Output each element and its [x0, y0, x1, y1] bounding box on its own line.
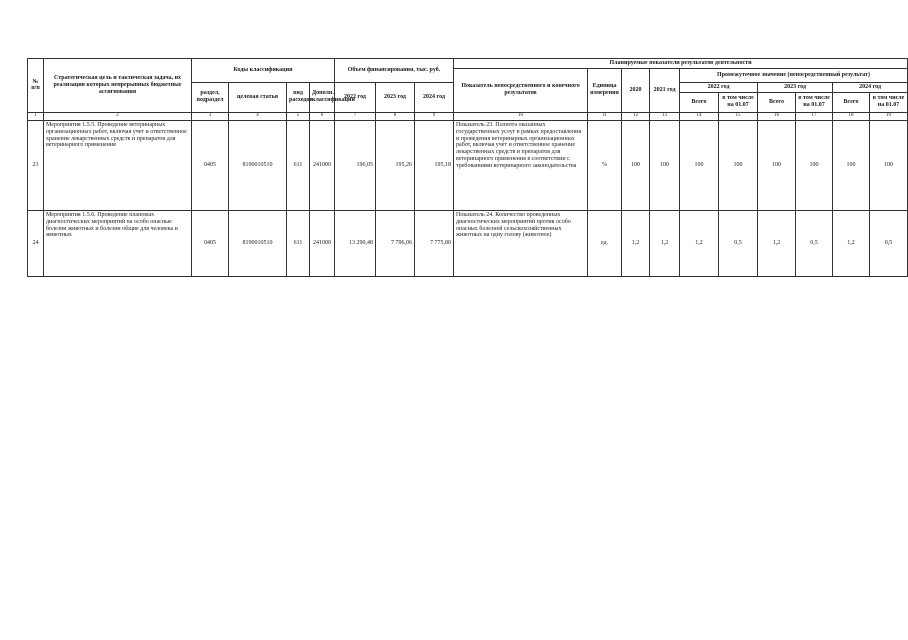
header-fund-2024: 2024 год	[415, 82, 454, 112]
header-incl-2024: в том числе на 01.07	[870, 92, 908, 112]
col-number: 9	[415, 112, 454, 120]
header-section: раздел, подраздел	[192, 82, 229, 112]
col-number: 11	[588, 112, 622, 120]
value-2022-total: 100	[680, 120, 719, 210]
value-2024-total: 100	[833, 120, 870, 210]
col-number: 13	[650, 112, 680, 120]
section-code: 0405	[192, 210, 229, 276]
col-number: 1	[28, 112, 44, 120]
fund-2023: 195,26	[376, 120, 415, 210]
header-num: № п/п	[28, 59, 44, 113]
fund-2024: 7 775,80	[415, 210, 454, 276]
col-number: 14	[680, 112, 719, 120]
col-number: 6	[310, 112, 335, 120]
activity-cell: Мероприятия 1.5.5. Проведение ветеринарных организационных работ, включая учет и ответственное хранение лекарственных средств и препаратов для ветеринарного применения	[44, 120, 192, 210]
header-codes: Коды классификации	[192, 59, 335, 83]
value-2023-half: 0,5	[796, 210, 833, 276]
fund-2022: 13 290,48	[335, 210, 376, 276]
target-code: 8190010510	[229, 210, 287, 276]
row-number: 23	[28, 120, 44, 210]
col-number: 8	[376, 112, 415, 120]
col-number: 16	[758, 112, 796, 120]
value-2021: 1,2	[650, 210, 680, 276]
header-funding: Объем финансирования, тыс. руб.	[335, 59, 454, 83]
col-number: 18	[833, 112, 870, 120]
expense-code: 611	[287, 210, 310, 276]
target-code: 8190010510	[229, 120, 287, 210]
col-number: 5	[287, 112, 310, 120]
header-interim-2024: 2024 год	[833, 82, 908, 92]
indicator-cell: Показатель 23. Полнота оказанных государственных услуг в рамках предоставления и проведения ветеринарных организационных работ, включая учет и ответственное хранение лекарственных средств и препаратов для ветеринарного применения в соответствии с требованиями ветеринарного законодательства	[454, 120, 588, 210]
value-2024-half: 100	[870, 120, 908, 210]
header-planned: Планируемые показатели результатов деятельности	[454, 59, 908, 69]
header-unit: Единица измерения	[588, 68, 622, 112]
header-extra-class: Дополн. классификации	[310, 82, 335, 112]
value-2022-total: 1,2	[680, 210, 719, 276]
header-total-2024: Всего	[833, 92, 870, 112]
header-interim-2023: 2023 год	[758, 82, 833, 92]
fund-2024: 195,18	[415, 120, 454, 210]
col-number: 10	[454, 112, 588, 120]
value-2024-total: 1,2	[833, 210, 870, 276]
expense-code: 611	[287, 120, 310, 210]
header-exp-type: вид расходов	[287, 82, 310, 112]
fund-2023: 7 796,06	[376, 210, 415, 276]
header-total-2023: Всего	[758, 92, 796, 112]
value-2024-half: 0,5	[870, 210, 908, 276]
value-2022-half: 100	[719, 120, 758, 210]
value-2020: 100	[622, 120, 650, 210]
header-fund-2022: 2022 год	[335, 82, 376, 112]
extra-code: 241000	[310, 210, 335, 276]
header-fund-2023: 2023 год	[376, 82, 415, 112]
value-2020: 1,2	[622, 210, 650, 276]
header-interim: Промежуточное значение (непосредственный результат)	[680, 68, 908, 82]
value-2023-total: 100	[758, 120, 796, 210]
header-total-2022: Всего	[680, 92, 719, 112]
col-number: 15	[719, 112, 758, 120]
indicator-cell: Показатель 24. Количество проведенных диагностических мероприятий против особо опасных болезней сельскохозяйственных животных на одну голову (животное)	[454, 210, 588, 276]
budget-table	[27, 58, 908, 277]
header-incl-2023: в том числе на 01.07	[796, 92, 833, 112]
value-2023-total: 1,2	[758, 210, 796, 276]
activity-cell: Мероприятия 1.5.6. Проведение плановых диагностических мероприятий на особо опасные болезни животных и болезни общие для человека и животных	[44, 210, 192, 276]
col-number: 12	[622, 112, 650, 120]
header-incl-2022: в том числе на 01.07	[719, 92, 758, 112]
header-goal: Стратегическая цель и тактическая задача, их реализация которых непрерывных бюджетные ассигнования	[44, 59, 192, 113]
header-2021: 2021 год	[650, 68, 680, 112]
table-row	[28, 120, 908, 210]
value-2023-half: 100	[796, 120, 833, 210]
fund-2022: 196,05	[335, 120, 376, 210]
col-number: 7	[335, 112, 376, 120]
unit-cell: ед.	[588, 210, 622, 276]
header-indicator: Показатель непосредственного и конечного результатов	[454, 68, 588, 112]
value-2022-half: 0,5	[719, 210, 758, 276]
extra-code: 241000	[310, 120, 335, 210]
header-target: целевая статья	[229, 82, 287, 112]
header-interim-2022: 2022 год	[680, 82, 758, 92]
table-row	[28, 210, 908, 276]
header-2020: 2020	[622, 68, 650, 112]
col-number: 4	[229, 112, 287, 120]
unit-cell: %	[588, 120, 622, 210]
col-number: 3	[192, 112, 229, 120]
section-code: 0405	[192, 120, 229, 210]
row-number: 24	[28, 210, 44, 276]
value-2021: 100	[650, 120, 680, 210]
col-number: 19	[870, 112, 908, 120]
col-number: 17	[796, 112, 833, 120]
col-number: 2	[44, 112, 192, 120]
